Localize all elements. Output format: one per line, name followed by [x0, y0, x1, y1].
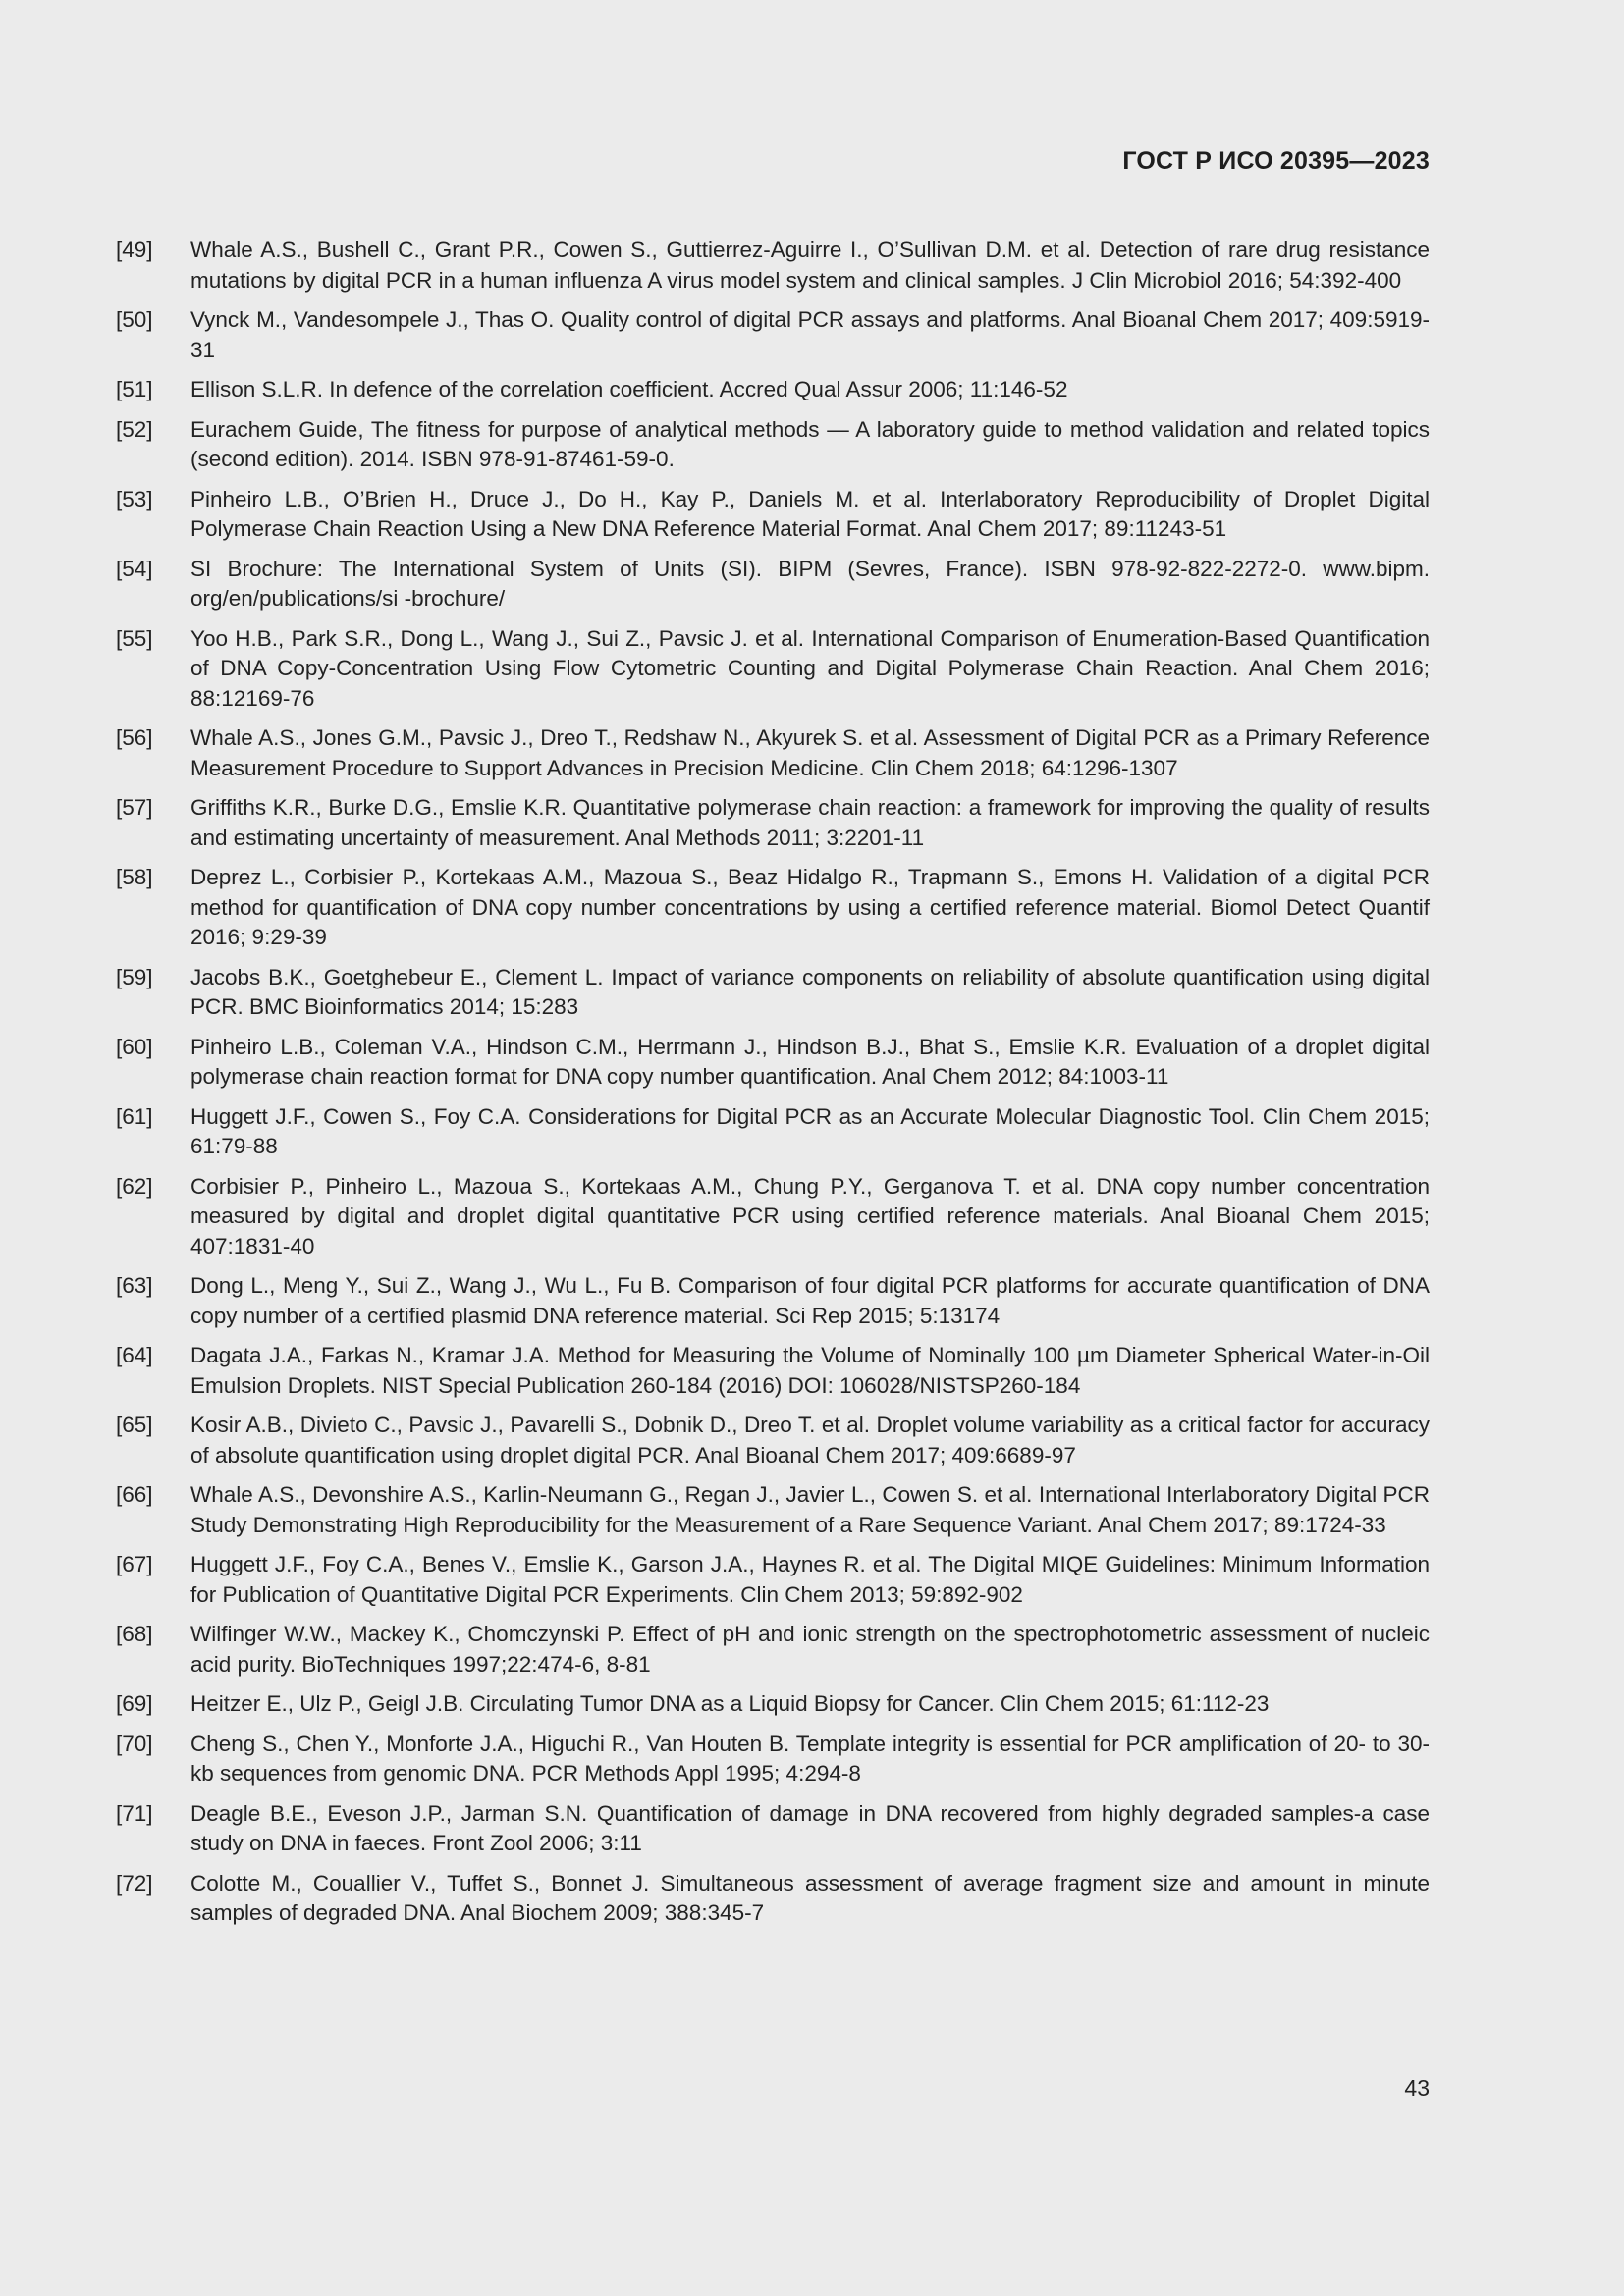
- reference-item: [116, 793, 1430, 853]
- reference-item: [116, 415, 1430, 475]
- reference-item: [116, 236, 1430, 295]
- reference-number: [50]: [116, 307, 153, 332]
- reference-number: [72]: [116, 1870, 153, 1896]
- reference-item: [116, 375, 1430, 405]
- reference-number: [65]: [116, 1413, 153, 1437]
- reference-text: Jacobs B.K., Goetghebeur E., Clement L. Impact of variance components on reliability of absolute quantification using digital PCR. BMC Bioinformatics 2014; 15:283: [190, 964, 1430, 1019]
- reference-text: SI Brochure: The International System of Units (SI). BIPM (Sevres, France). ISBN 978-92-822-2272-0. www.bipm. org/en/publications/si -brochure/: [190, 556, 1430, 611]
- reference-item: [116, 485, 1430, 545]
- reference-item: [116, 1102, 1430, 1162]
- reference-item: [116, 1411, 1430, 1470]
- reference-text: Pinheiro L.B., Coleman V.A., Hindson C.M., Herrmann J., Hindson B.J., Bhat S., Emslie K.R. Evaluation of a droplet digital polymerase chain reaction format for DNA copy number quantification. Anal Chem 2012; 84:1003-11: [190, 1034, 1430, 1089]
- reference-item: [116, 723, 1430, 783]
- reference-number: [68]: [116, 1622, 153, 1646]
- reference-text: Huggett J.F., Cowen S., Foy C.A. Considerations for Digital PCR as an Accurate Molecular Diagnostic Tool. Clin Chem 2015; 61:79-88: [190, 1103, 1430, 1158]
- reference-number: [66]: [116, 1482, 153, 1507]
- reference-item: [116, 1480, 1430, 1540]
- reference-text: Kosir A.B., Divieto C., Pavsic J., Pavarelli S., Dobnik D., Dreo T. et al. Droplet volume variability as a critical factor for accuracy of absolute quantification using droplet digital PCR. Anal Bioanal Chem 2017; 409:6689-97: [190, 1413, 1430, 1468]
- reference-item: [116, 305, 1430, 365]
- reference-number: [58]: [116, 865, 153, 889]
- reference-item: [116, 1033, 1430, 1093]
- reference-number: [61]: [116, 1103, 153, 1129]
- reference-number: [70]: [116, 1731, 153, 1756]
- reference-text: Pinheiro L.B., O’Brien H., Druce J., Do H., Kay P., Daniels M. et al. Interlaboratory Reproducibility of Droplet Digital Polymerase Chain Reaction Using a New DNA Reference Material Format. Anal Chem 2017; 89:11243-51: [190, 486, 1430, 541]
- bibliography-list: [116, 236, 1430, 1939]
- reference-number: [60]: [116, 1034, 153, 1059]
- reference-number: [52]: [116, 416, 153, 442]
- reference-number: [59]: [116, 964, 153, 989]
- reference-item: [116, 1620, 1430, 1680]
- reference-number: [67]: [116, 1552, 153, 1576]
- reference-text: Whale A.S., Devonshire A.S., Karlin-Neumann G., Regan J., Javier L., Cowen S. et al. International Interlaboratory Digital PCR Study Demonstrating High Reproducibility for the Measurement of a Rare Sequence Variant. Anal Chem 2017; 89:1724-33: [190, 1482, 1430, 1537]
- reference-text: Whale A.S., Bushell C., Grant P.R., Cowen S., Guttierrez-Aguirre I., O’Sullivan D.M. et al. Detection of rare drug resistance mutations by digital PCR in a human influenza A virus model system and clinical samples. J Clin Microbiol 2016; 54:392-400: [190, 238, 1430, 293]
- reference-item: [116, 1799, 1430, 1859]
- reference-text: Ellison S.L.R. In defence of the correlation coefficient. Accred Qual Assur 2006; 11:146-52: [190, 377, 1068, 401]
- reference-item: [116, 1689, 1430, 1720]
- reference-number: [54]: [116, 556, 153, 581]
- reference-number: [53]: [116, 486, 153, 511]
- reference-number: [56]: [116, 725, 153, 750]
- reference-text: Vynck M., Vandesompele J., Thas O. Quality control of digital PCR assays and platforms. Anal Bioanal Chem 2017; 409:5919-31: [190, 307, 1430, 362]
- reference-text: Griffiths K.R., Burke D.G., Emslie K.R. Quantitative polymerase chain reaction: a framework for improving the quality of results and estimating uncertainty of measurement. Anal Methods 2011; 3:2201-11: [190, 795, 1430, 850]
- reference-number: [71]: [116, 1800, 153, 1826]
- reference-text: Cheng S., Chen Y., Monforte J.A., Higuchi R., Van Houten B. Template integrity is essential for PCR amplification of 20- to 30-kb sequences from genomic DNA. PCR Methods Appl 1995; 4:294-8: [190, 1731, 1430, 1786]
- reference-number: [63]: [116, 1273, 153, 1298]
- reference-number: [51]: [116, 377, 153, 401]
- reference-text: Dong L., Meng Y., Sui Z., Wang J., Wu L., Fu B. Comparison of four digital PCR platforms for accurate quantification of DNA copy number of a certified plasmid DNA reference material. Sci Rep 2015; 5:13174: [190, 1273, 1430, 1328]
- reference-number: [62]: [116, 1173, 153, 1199]
- reference-text: Eurachem Guide, The fitness for purpose of analytical methods — A laboratory guide to method validation and related topics (second edition). 2014. ISBN 978-91-87461-59-0.: [190, 416, 1430, 471]
- document-header: ГОСТ Р ИСО 20395—2023: [1122, 147, 1430, 175]
- reference-number: [64]: [116, 1343, 153, 1367]
- reference-item: [116, 1271, 1430, 1331]
- reference-text: Dagata J.A., Farkas N., Kramar J.A. Method for Measuring the Volume of Nominally 100 µm Diameter Spherical Water-in-Oil Emulsion Droplets. NIST Special Publication 260-184 (2016) DOI: 106028/NISTSP260-184: [190, 1343, 1430, 1398]
- reference-number: [49]: [116, 238, 153, 262]
- reference-item: [116, 1172, 1430, 1262]
- reference-text: Whale A.S., Jones G.M., Pavsic J., Dreo T., Redshaw N., Akyurek S. et al. Assessment of Digital PCR as a Primary Reference Measurement Procedure to Support Advances in Precision Medicine. Clin Chem 2018; 64:1296-1307: [190, 725, 1430, 780]
- reference-item: [116, 1341, 1430, 1401]
- reference-number: [55]: [116, 625, 153, 651]
- reference-item: [116, 863, 1430, 953]
- reference-text: Deprez L., Corbisier P., Kortekaas A.M., Mazoua S., Beaz Hidalgo R., Trapmann S., Emons H. Validation of a digital PCR method for quantification of DNA copy number concentrations by using a certified reference material. Biomol Detect Quantif 2016; 9:29-39: [190, 865, 1430, 949]
- reference-item: [116, 555, 1430, 614]
- reference-text: Huggett J.F., Foy C.A., Benes V., Emslie K., Garson J.A., Haynes R. et al. The Digital MIQE Guidelines: Minimum Information for Publication of Quantitative Digital PCR Experiments. Clin Chem 2013; 59:892-902: [190, 1552, 1430, 1607]
- reference-text: Heitzer E., Ulz P., Geigl J.B. Circulating Tumor DNA as a Liquid Biopsy for Cancer. Clin Chem 2015; 61:112-23: [190, 1691, 1270, 1716]
- reference-text: Corbisier P., Pinheiro L., Mazoua S., Kortekaas A.M., Chung P.Y., Gerganova T. et al. DNA copy number concentration measured by digital and droplet digital quantitative PCR using certified reference materials. Anal Bioanal Chem 2015; 407:1831-40: [190, 1173, 1430, 1258]
- reference-number: [69]: [116, 1691, 153, 1716]
- reference-item: [116, 963, 1430, 1023]
- reference-text: Yoo H.B., Park S.R., Dong L., Wang J., Sui Z., Pavsic J. et al. International Comparison of Enumeration-Based Quantification of DNA Copy-Concentration Using Flow Cytometric Counting and Digital Polymerase Chain Reaction. Anal Chem 2016; 88:12169-76: [190, 625, 1430, 711]
- reference-item: [116, 1869, 1430, 1929]
- reference-number: [57]: [116, 795, 153, 820]
- page-number: 43: [1404, 2075, 1430, 2101]
- reference-item: [116, 1550, 1430, 1610]
- reference-item: [116, 1730, 1430, 1789]
- reference-text: Deagle B.E., Eveson J.P., Jarman S.N. Quantification of damage in DNA recovered from highly degraded samples-a case study on DNA in faeces. Front Zool 2006; 3:11: [190, 1800, 1430, 1855]
- reference-text: Wilfinger W.W., Mackey K., Chomczynski P. Effect of pH and ionic strength on the spectrophotometric assessment of nucleic acid purity. BioTechniques 1997;22:474-6, 8-81: [190, 1622, 1430, 1677]
- reference-item: [116, 624, 1430, 715]
- reference-text: Colotte M., Couallier V., Tuffet S., Bonnet J. Simultaneous assessment of average fragment size and amount in minute samples of degraded DNA. Anal Biochem 2009; 388:345-7: [190, 1870, 1430, 1925]
